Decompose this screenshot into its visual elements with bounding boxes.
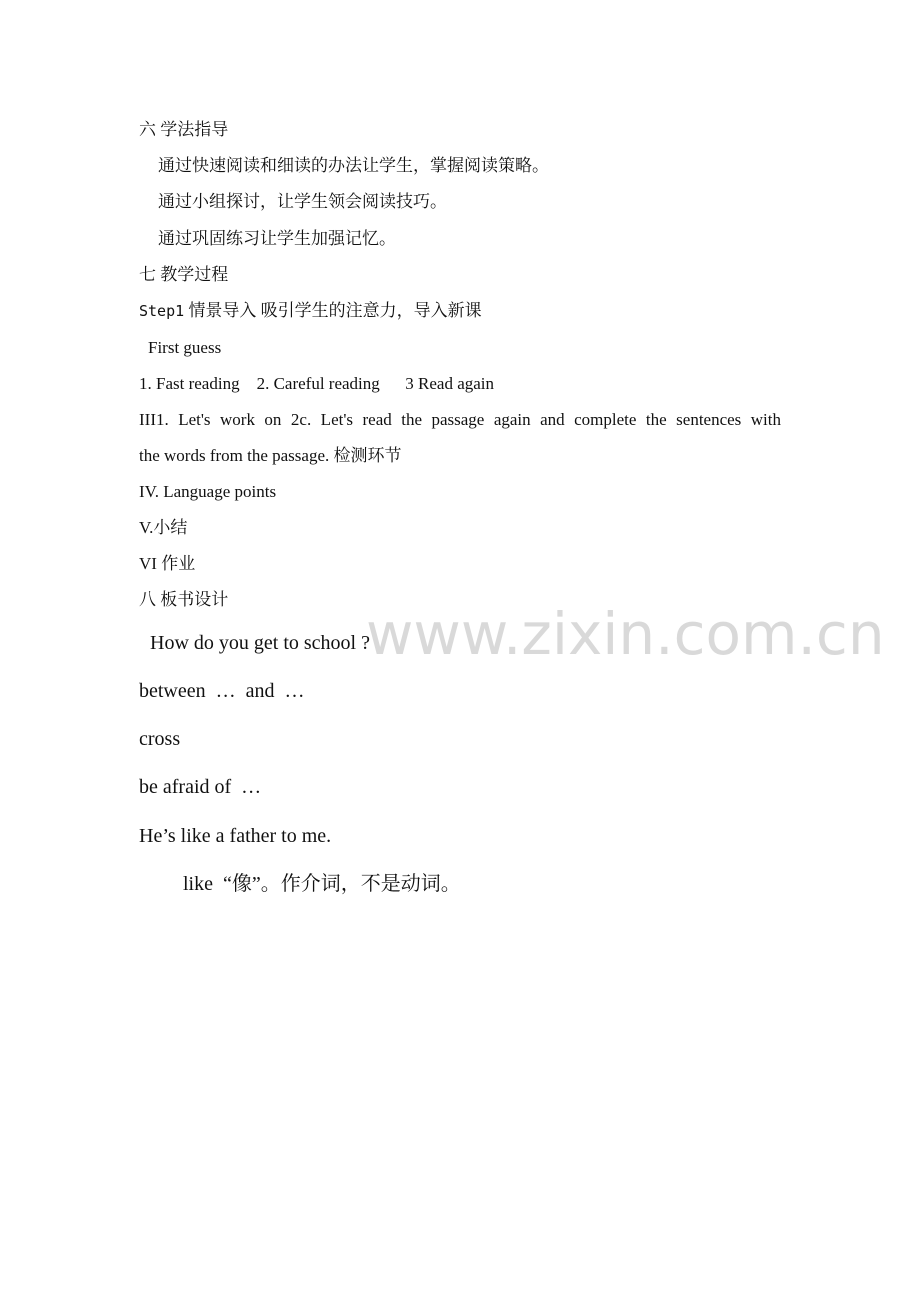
step6-line: VI 作业 — [139, 554, 196, 573]
step1-label: Step1 — [139, 302, 185, 320]
board-title: How do you get to school ? — [150, 632, 370, 654]
reading-steps: 1. Fast reading 2. Careful reading 3 Read again — [139, 374, 495, 393]
watermark: www.zixin.com.cn — [366, 600, 885, 668]
step5-line: V.小结 — [139, 518, 188, 537]
first-guess: First guess — [148, 338, 222, 357]
section6-item-3: 通过巩固练习让学生加强记忆。 — [158, 229, 396, 248]
board-phrase-1: between … and … — [139, 680, 305, 702]
board-phrase-3: be afraid of … — [139, 776, 262, 798]
section6-item-1: 通过快速阅读和细读的办法让学生，掌握阅读策略。 — [158, 156, 549, 175]
section6-item-2: 通过小组探讨，让学生领会阅读技巧。 — [158, 192, 447, 211]
step1-line — [139, 300, 482, 322]
step3-line-2: the words from the passage. 检测环节 — [139, 446, 402, 465]
step1-text: 情景导入 吸引学生的注意力，导入新课 — [184, 301, 482, 320]
section8-heading: 八 板书设计 — [139, 590, 229, 609]
board-phrase-2: cross — [139, 728, 181, 750]
board-note: like “像”。作介词，不是动词。 — [183, 873, 461, 895]
section6-heading: 六 学法指导 — [139, 120, 229, 139]
step4-line: IV. Language points — [139, 482, 277, 501]
board-phrase-4: He’s like a father to me. — [139, 825, 332, 847]
step3-line-1: III1. Let's work on 2c. Let's read the passage again and complete the sentences with — [139, 410, 781, 429]
section7-heading: 七 教学过程 — [139, 265, 229, 284]
